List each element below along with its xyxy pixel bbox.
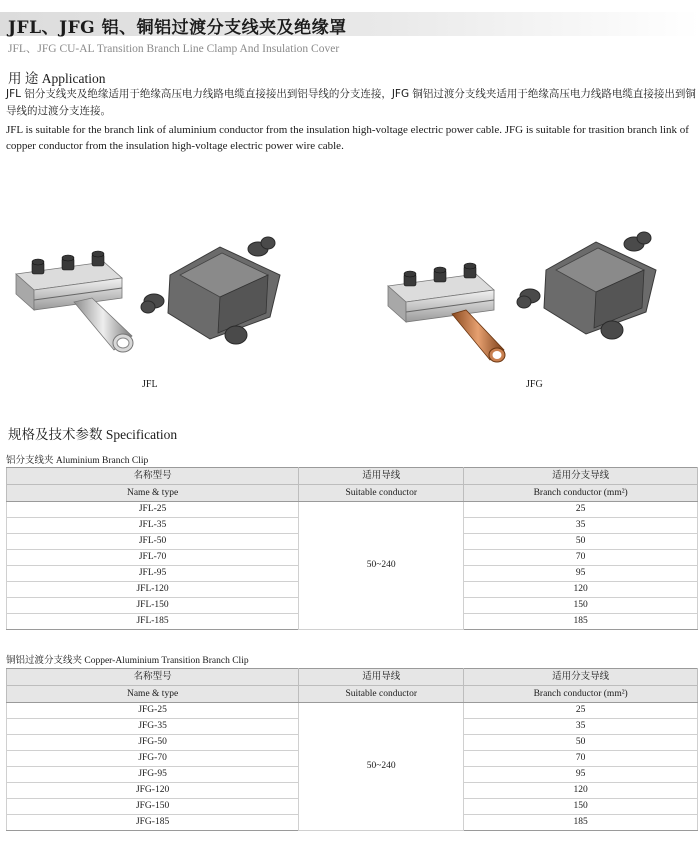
branch-cell: 150 [464, 598, 698, 614]
table-title-copper-aluminium: 铜铝过渡分支线夹 Copper-Aluminium Transition Branch Clip [6, 656, 249, 666]
spec-table-copper-aluminium [6, 668, 698, 831]
type-cell: JFL-50 [7, 534, 299, 550]
type-cell: JFL-185 [7, 614, 299, 630]
jfg-insulation-cover-image [514, 230, 664, 342]
conductor-cell: 50~240 [299, 502, 464, 630]
branch-cell: 185 [464, 815, 698, 831]
type-cell: JFL-120 [7, 582, 299, 598]
branch-cell: 25 [464, 502, 698, 518]
conductor-cell: 50~240 [299, 703, 464, 831]
type-cell: JFG-150 [7, 799, 299, 815]
table-row [7, 502, 698, 518]
type-cell: JFL-25 [7, 502, 299, 518]
branch-cell: 185 [464, 614, 698, 630]
spec-table-aluminium [6, 467, 698, 630]
branch-cell: 95 [464, 767, 698, 783]
branch-cell: 35 [464, 518, 698, 534]
type-cell: JFG-70 [7, 751, 299, 767]
type-cell: JFG-50 [7, 735, 299, 751]
branch-cell: 50 [464, 735, 698, 751]
application-heading: 用 途 Application [8, 71, 106, 86]
application-text-zh: JFL 铝分支线夹及绝缘适用于绝缘高压电力线路电缆直接接出到铝导线的分支连接，JFG 铜铝过渡分支线夹适用于绝缘高压电力线路电缆直接接出到铜导线的过渡分支连接。 [6, 88, 696, 117]
type-cell: JFG-120 [7, 783, 299, 799]
col-header-branch-en: Branch conductor (mm²) [464, 485, 698, 502]
col-header-conductor-zh: 适用导线 [299, 468, 464, 485]
product-caption-jfg: JFG [526, 379, 543, 390]
col-header-name-zh: 名称型号 [7, 468, 299, 485]
branch-cell: 70 [464, 550, 698, 566]
branch-cell: 120 [464, 582, 698, 598]
col-header-branch-en: Branch conductor (mm²) [464, 686, 698, 703]
type-cell: JFG-185 [7, 815, 299, 831]
product-caption-jfl: JFL [142, 379, 158, 390]
branch-cell: 70 [464, 751, 698, 767]
jfg-clamp-image [386, 246, 508, 364]
type-cell: JFL-150 [7, 598, 299, 614]
branch-cell: 95 [464, 566, 698, 582]
col-header-conductor-en: Suitable conductor [299, 686, 464, 703]
type-cell: JFL-95 [7, 566, 299, 582]
col-header-name-en: Name & type [7, 485, 299, 502]
type-cell: JFG-25 [7, 703, 299, 719]
branch-cell: 50 [464, 534, 698, 550]
table-row [7, 703, 698, 719]
col-header-name-en: Name & type [7, 686, 299, 703]
col-header-conductor-zh: 适用导线 [299, 669, 464, 686]
branch-cell: 120 [464, 783, 698, 799]
jfl-clamp-image [14, 232, 136, 362]
page-subtitle: JFL、JFG CU-AL Transition Branch Line Clamp And Insulation Cover [8, 43, 340, 55]
branch-cell: 25 [464, 703, 698, 719]
col-header-branch-zh: 适用分支导线 [464, 468, 698, 485]
type-cell: JFL-35 [7, 518, 299, 534]
branch-cell: 35 [464, 719, 698, 735]
jfl-insulation-cover-image [140, 235, 285, 347]
application-text-en: JFL is suitable for the branch link of aluminium conductor from the insulation high-voltage electric power cable. JFG is suitable for trasition branch link of copper conductor from the insulation high-voltage electric power wire cable. [6, 124, 689, 152]
col-header-conductor-en: Suitable conductor [299, 485, 464, 502]
branch-cell: 150 [464, 799, 698, 815]
type-cell: JFG-95 [7, 767, 299, 783]
col-header-branch-zh: 适用分支导线 [464, 669, 698, 686]
col-header-name-zh: 名称型号 [7, 669, 299, 686]
type-cell: JFG-35 [7, 719, 299, 735]
page-title: JFL、JFG 铝、铜铝过渡分支线夹及绝缘罩 [8, 18, 347, 38]
table-title-aluminium: 铝分支线夹 Aluminium Branch Clip [6, 456, 149, 466]
specification-heading: 规格及技术参数 Specification [8, 427, 178, 442]
type-cell: JFL-70 [7, 550, 299, 566]
